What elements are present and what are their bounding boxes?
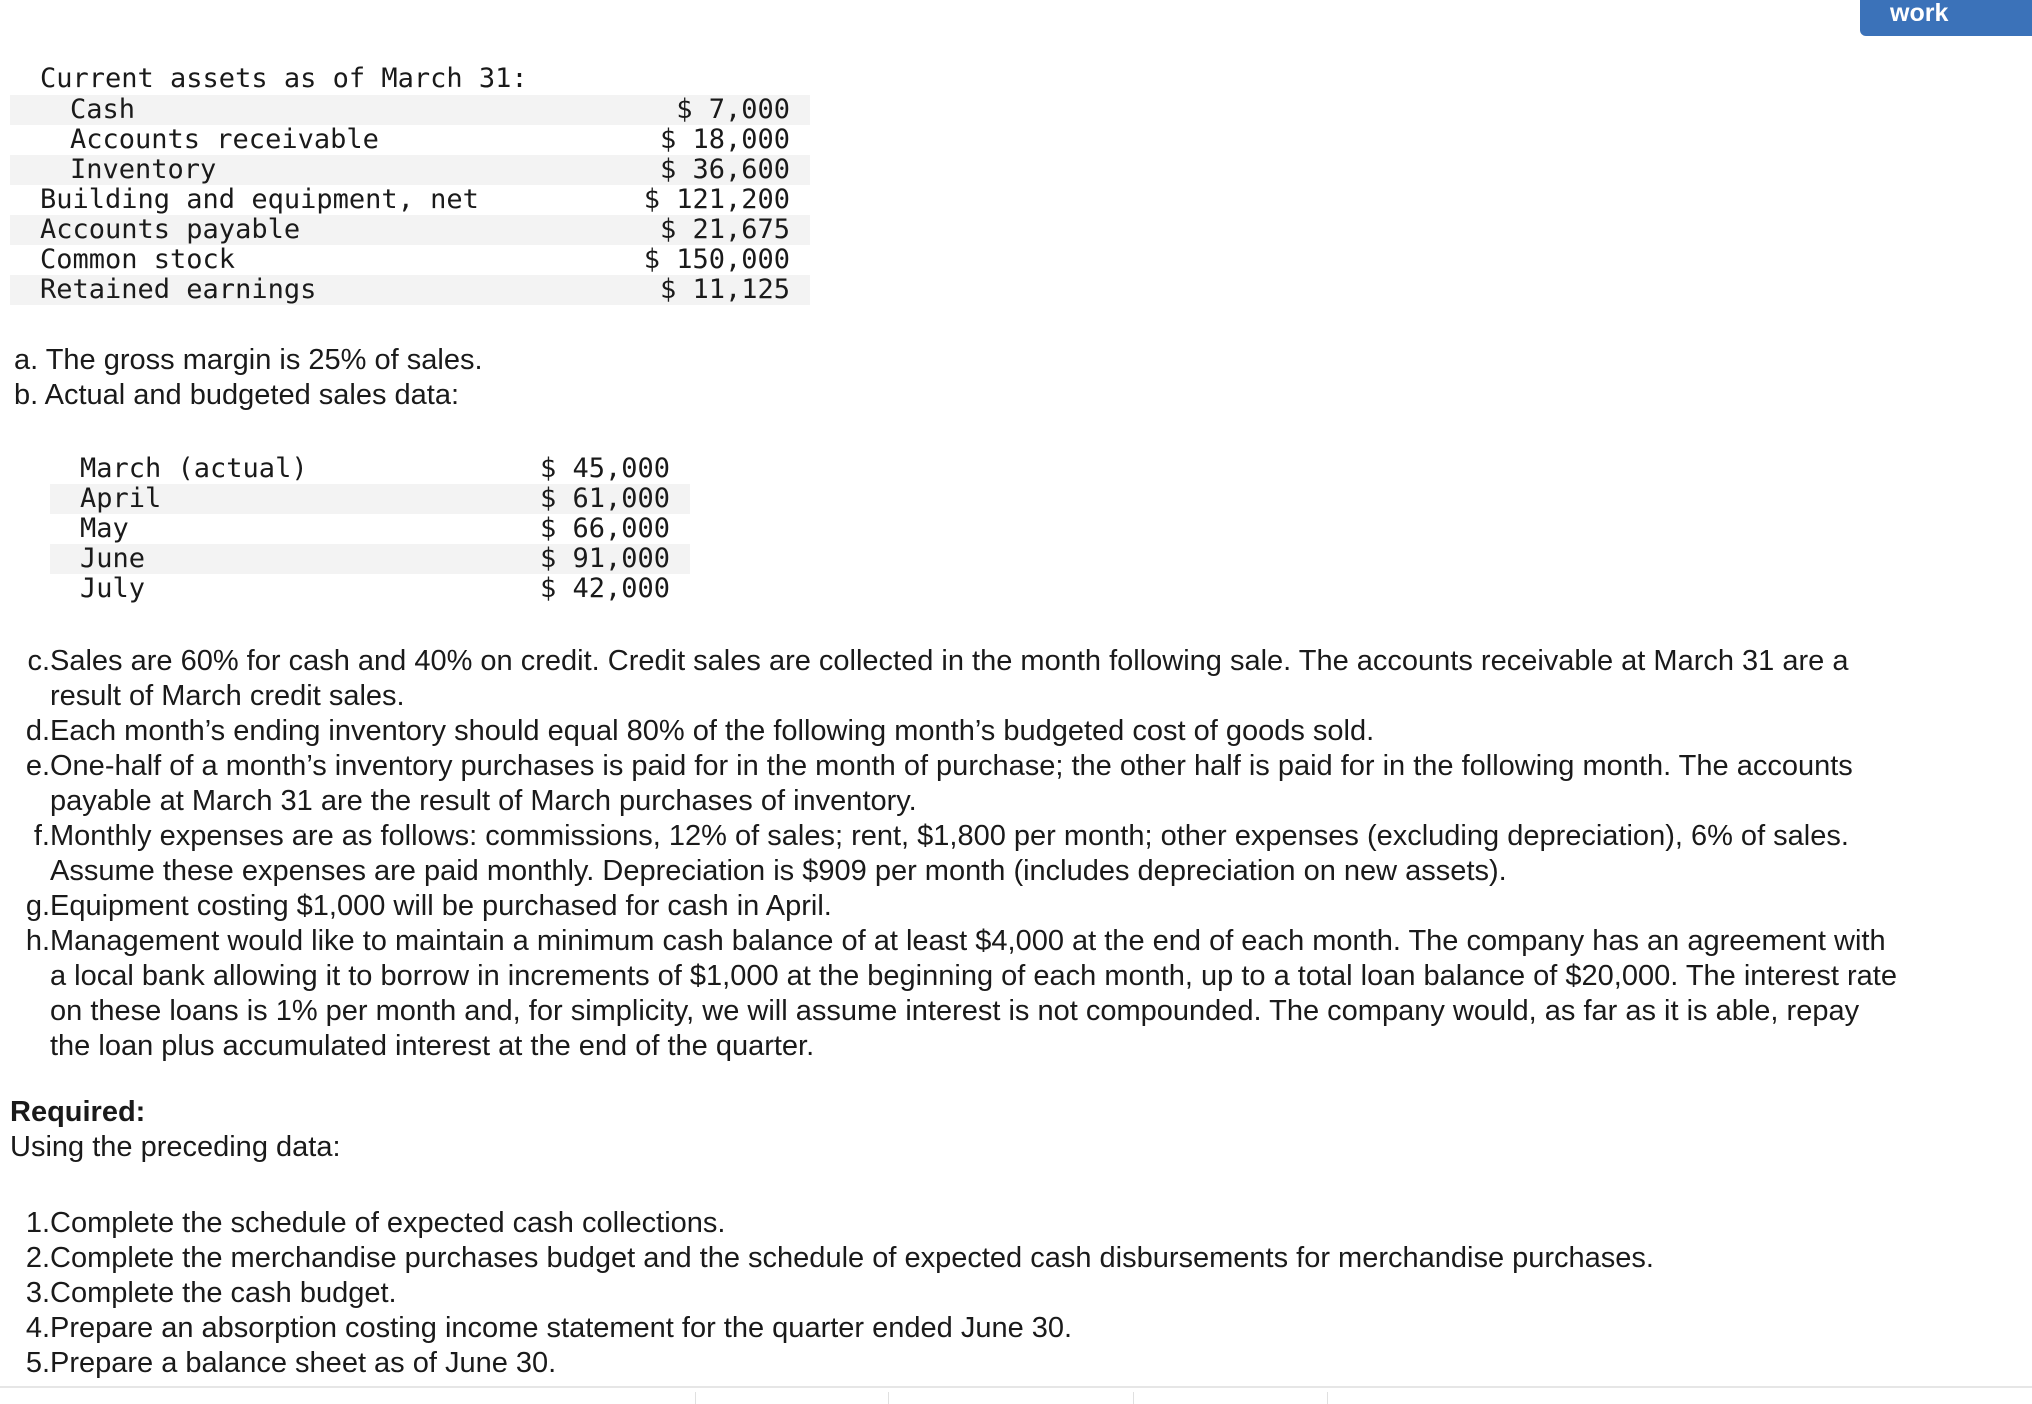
row-label: Building and equipment, net <box>40 184 479 215</box>
row-label: Inventory <box>70 154 217 185</box>
row-label: May <box>80 513 129 544</box>
list-marker: 5. <box>25 1347 50 1379</box>
assumption-f <box>10 819 1900 889</box>
assumption-text: Monthly expenses are as follows: commissions, 12% of sales; rent, $1,800 per month; other expenses (excluding depreciation), 6% of sales. Assume these expenses are paid monthly. Depreciation is $909 per month (includes depreciation on new assets). <box>50 820 1849 887</box>
note-b: b. Actual and budgeted sales data: <box>14 379 460 411</box>
assumption-text: One-half of a month’s inventory purchases is paid for in the month of purchase; the other half is paid for in the following month. The accounts payable at March 31 are the result of March purchases of inventory. <box>50 750 1853 817</box>
assumption-text: Management would like to maintain a minimum cash balance of at least $4,000 at the end of each month. The company has an agreement with a local bank allowing it to borrow in increments of $1,000 at the beginning of each month, up to a total loan balance of $20,000. The interest rate on these loans is 1% per month and, for simplicity, we will assume interest is not compounded. The company would, as far as it is able, repay the loan plus accumulated interest at the end of the quarter. <box>50 925 1897 1062</box>
assumption-g <box>10 889 1900 924</box>
table-row <box>10 155 810 185</box>
row-value: $ 150,000 <box>643 244 790 275</box>
task-5 <box>10 1346 1900 1381</box>
tab-separator <box>1327 1392 1328 1404</box>
row-value: $ 45,000 <box>539 453 670 484</box>
row-value: $ 18,000 <box>659 124 790 155</box>
row-label: Retained earnings <box>40 274 317 305</box>
list-marker: c. <box>27 645 50 677</box>
tab-strip-divider <box>0 1386 2032 1388</box>
list-marker: 3. <box>25 1277 50 1309</box>
task-text: Complete the cash budget. <box>50 1277 397 1309</box>
row-label: July <box>80 573 146 604</box>
row-value: $ 21,675 <box>659 214 790 245</box>
row-value: $ 42,000 <box>539 573 670 604</box>
row-value: $ 11,125 <box>659 274 790 305</box>
task-text: Complete the schedule of expected cash collections. <box>50 1207 726 1239</box>
task-4 <box>10 1311 1900 1346</box>
row-value: $ 61,000 <box>539 483 670 514</box>
table-row <box>10 275 810 305</box>
assumption-text: Equipment costing $1,000 will be purchased for cash in April. <box>50 890 832 922</box>
row-label: Common stock <box>40 244 236 275</box>
table-row <box>50 574 690 604</box>
required-intro: Using the preceding data: <box>10 1131 341 1163</box>
table-row <box>50 544 690 574</box>
row-label: June <box>80 543 146 574</box>
table-row <box>10 185 810 215</box>
check-my-work-button[interactable]: work <box>1860 0 2032 36</box>
note-a: a. The gross margin is 25% of sales. <box>14 344 483 376</box>
tab-separator <box>1133 1392 1134 1404</box>
row-label: Accounts receivable <box>70 124 379 155</box>
assumption-e <box>10 749 1900 819</box>
tab-separator <box>695 1392 696 1404</box>
required-heading: Required: <box>10 1096 146 1128</box>
list-marker: h. <box>25 925 50 957</box>
row-label: March (actual) <box>80 453 308 484</box>
assumption-h <box>10 924 1900 1064</box>
task-text: Complete the merchandise purchases budget and the schedule of expected cash disbursements for merchandise purchases. <box>50 1242 1654 1274</box>
task-text: Prepare an absorption costing income statement for the quarter ended June 30. <box>50 1312 1073 1344</box>
table-row <box>10 215 810 245</box>
row-value: $ 121,200 <box>643 184 790 215</box>
balance-sheet-title: Current assets as of March 31: <box>40 63 528 94</box>
assumption-text: Each month’s ending inventory should equal 80% of the following month’s budgeted cost of goods sold. <box>50 715 1375 747</box>
assumption-d <box>10 714 1900 749</box>
list-marker: d. <box>25 715 50 747</box>
table-row <box>10 95 810 125</box>
list-marker: e. <box>25 750 50 782</box>
assumption-text: Sales are 60% for cash and 40% on credit. Credit sales are collected in the month following sale. The accounts receivable at March 31 are a result of March credit sales. <box>50 645 1849 712</box>
row-value: $ 66,000 <box>539 513 670 544</box>
sales-table <box>50 454 690 604</box>
assumption-c <box>10 644 1900 714</box>
row-label: Accounts payable <box>40 214 301 245</box>
row-value: $ 91,000 <box>539 543 670 574</box>
task-2 <box>10 1241 1900 1276</box>
list-marker: 4. <box>25 1312 50 1344</box>
table-row <box>50 484 690 514</box>
list-marker: f. <box>33 820 50 852</box>
tab-separator <box>888 1392 889 1404</box>
task-1 <box>10 1206 1900 1241</box>
table-row <box>50 514 690 544</box>
row-label: Cash <box>70 94 136 125</box>
list-marker: 1. <box>25 1207 50 1239</box>
table-row <box>10 125 810 155</box>
list-marker: g. <box>25 890 50 922</box>
row-label: April <box>80 483 162 514</box>
list-marker: 2. <box>25 1242 50 1274</box>
row-value: $ 36,600 <box>659 154 790 185</box>
table-row <box>50 454 690 484</box>
task-text: Prepare a balance sheet as of June 30. <box>50 1347 557 1379</box>
balance-sheet-table <box>10 95 810 305</box>
row-value: $ 7,000 <box>676 94 790 125</box>
task-3 <box>10 1276 1900 1311</box>
table-row <box>10 245 810 275</box>
